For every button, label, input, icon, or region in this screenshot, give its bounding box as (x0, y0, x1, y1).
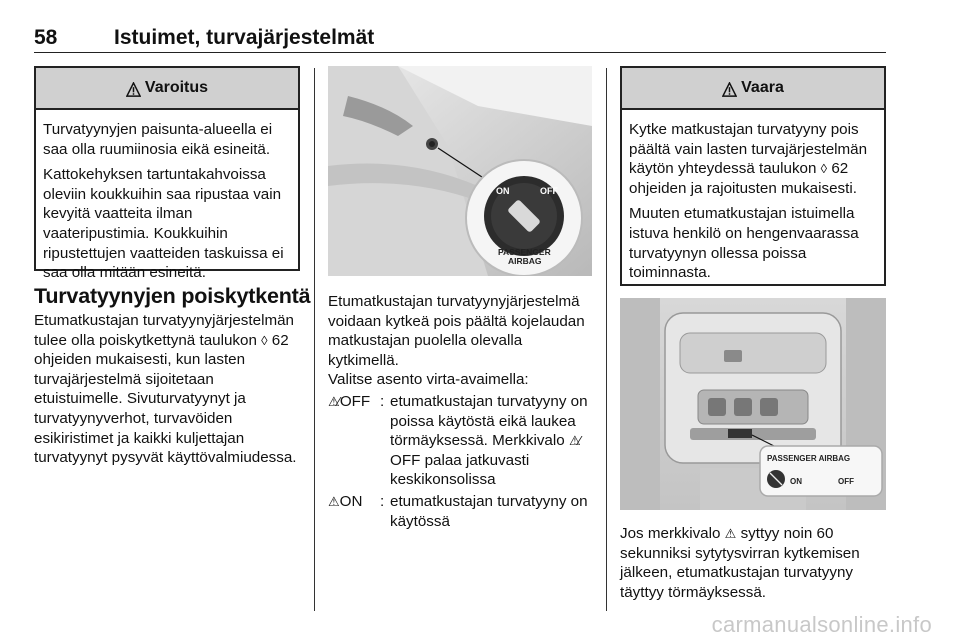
cross-reference-icon: ◊ (820, 161, 828, 177)
column-divider (314, 68, 315, 611)
airbag-off-icon: ⚠⁄ (328, 394, 338, 409)
warning-box-header (36, 68, 298, 110)
switch-label-airbag: AIRBAG (508, 256, 542, 266)
warning-paragraph: Kattokehyksen tartuntakahvoissa oleviin koukkuihin saa ripustaa vain kevyitä vaatteita ilman vaateripustimia. Koukkuihin ripustettujen vaatteiden taskuissa ei saa olla mitään esineitä. (43, 166, 284, 282)
danger-box-header (622, 68, 884, 110)
danger-paragraph: Kytke matkustajan turvatyyny pois päältä vain lasten turvajärjestelmän käytön yhteydessä taulukon ◊ 62 ohjeiden ja rajoitusten mukaisesti. (629, 121, 868, 197)
list-item: ⚠⁄ OFF : etumatkustajan turvatyyny on poissa käytöstä eikä laukea törmäyksessä. Merkkivalo ⚠⁄OFF palaa jatkuvasti keskikonsolissa (328, 393, 588, 489)
airbag-switch-photo (328, 66, 592, 276)
indicator-description: Jos merkkivalo ⚠ syttyy noin 60 sekunniksi sytytysvirran kytkemisen jälkeen, etumatkustajan turvatyyny täyttyy törmäyksessä. (620, 525, 860, 601)
danger-box (620, 66, 886, 286)
warning-icon (126, 82, 141, 97)
page-header (34, 26, 886, 53)
warning-paragraph: Turvatyynyjen paisunta-alueella ei saa olla ruumiinosia eikä esineitä. (43, 121, 273, 158)
panel-off-label: OFF (838, 477, 854, 486)
position-definition-off: etumatkustajan turvatyyny on poissa käytöstä eikä laukea törmäyksessä. Merkkivalo (390, 393, 588, 450)
airbag-off-icon: ⚠⁄ (568, 433, 579, 449)
airbag-on-icon: ⚠ (724, 526, 735, 541)
select-position-text: Valitse asento virta-avaimella: (328, 371, 529, 388)
airbag-on-icon: ⚠ (328, 493, 338, 509)
section-heading: Turvatyynyjen poiskytkentä (34, 284, 311, 308)
warning-icon (722, 82, 737, 97)
position-term-off: OFF (339, 393, 371, 410)
switch-description: Etumatkustajan turvatyynyjärjestelmä voidaan kytkeä pois päältä kojelaudan matkustajan puolella olevalla kytkimellä. (328, 293, 585, 369)
position-term-on: ON (339, 492, 363, 510)
switch-off-label: OFF (540, 186, 558, 196)
overhead-console-photo (620, 298, 886, 510)
cross-reference-icon: ◊ (261, 332, 268, 348)
watermark: carmanualsonline.info (711, 612, 932, 637)
cross-reference-page[interactable]: 62 (831, 160, 849, 178)
list-item: ⚠ ON : etumatkustajan turvatyyny on käytössä (328, 492, 590, 531)
panel-passenger-airbag-label: PASSENGER AIRBAG (767, 454, 851, 463)
page-number: 58 (34, 26, 58, 49)
warning-box (34, 66, 300, 282)
warning-title: Varoitus (144, 79, 209, 96)
switch-on-label: ON (496, 186, 510, 196)
section-intro: Etumatkustajan turvatyynyjärjestelmän tulee olla poiskytkettynä taulukon ◊ 62 ohjeiden mukaisesti, kun lasten turvajärjestelmä sijoitetaan etuistuimelle. Sivuturvatyynyt ja turvatyynyverhot, turvavöiden esikiristimet ja kaikki kuljettajan turvatyynyt pysyvät käyttövalmiudessa. (34, 312, 297, 467)
cross-reference-page[interactable]: 62 (271, 331, 289, 349)
column-divider (606, 68, 607, 611)
page-title: Istuimet, turvajärjestelmät (114, 26, 375, 49)
switch-label-passenger: PASSENGER (498, 247, 551, 257)
switch-positions-list (328, 392, 590, 533)
panel-on-label: ON (790, 477, 802, 486)
position-definition-on: etumatkustajan turvatyyny on käytössä (390, 492, 588, 530)
danger-paragraph: Muuten etumatkustajan istuimella istuva henkilö on hengenvaarassa turvatyynyn ollessa poissa toiminnasta. (629, 205, 859, 282)
danger-title: Vaara (741, 79, 784, 96)
